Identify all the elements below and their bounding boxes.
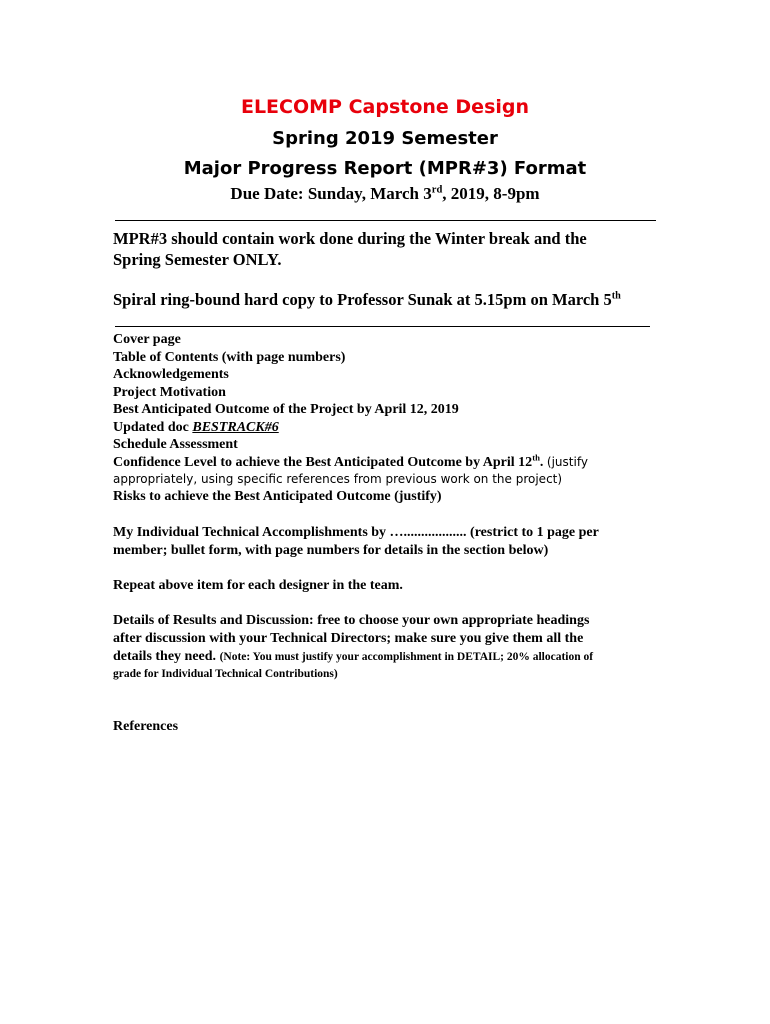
updated-doc-prefix: Updated doc (113, 419, 193, 435)
contents-schedule: Schedule Assessment (113, 437, 238, 452)
details-line-3 (113, 648, 593, 667)
doc-title: ELECOMP Capstone Design (240, 96, 530, 118)
bestrack-link[interactable]: BESTRACK#6 (192, 419, 279, 435)
references-heading: References (113, 719, 179, 734)
contents-confidence (113, 454, 588, 472)
due-date-prefix: Due Date: Sunday, March 3 (230, 184, 432, 203)
confidence-sup: th (532, 452, 540, 463)
details-note: (Note: You must justify your accomplishment in DETAIL; 20% allocation of (219, 651, 594, 663)
contents-ack: Acknowledgements (113, 367, 229, 382)
contents-motivation: Project Motivation (113, 384, 226, 400)
format-heading: Major Progress Report (MPR#3) Format (183, 158, 587, 179)
due-date-suffix: , 2019, 8-9pm (442, 184, 540, 203)
submission-text: Spiral ring-bound hard copy to Professor Sunak at 5.15pm on March 5 (113, 290, 612, 309)
contents-cover: Cover page (113, 332, 181, 347)
details-line-1: Details of Results and Discussion: free to choose your own appropriate headings (113, 613, 590, 628)
submission-sup: th (611, 290, 621, 302)
confidence-note: (justify (546, 455, 588, 469)
due-date (0, 184, 770, 204)
confidence-note-line-2: appropriately, using specific references from previous work on the project) (113, 472, 563, 486)
individual-line-1: My Individual Technical Accomplishments by ….................. (restrict to 1 page per (113, 525, 599, 540)
details-line-4: grade for Individual Technical Contributions) (113, 668, 338, 680)
details-line-3-main: details they need. (113, 649, 217, 664)
submission-note (113, 289, 621, 310)
individual-line-2: member; bullet form, with page numbers for details in the section below) (113, 543, 549, 558)
details-line-2: after discussion with your Technical Directors; make sure you give them all the (113, 631, 584, 646)
confidence-dot: . (539, 455, 544, 470)
contents-toc: Table of Contents (with page numbers) (113, 349, 346, 365)
semester-heading: Spring 2019 Semester (272, 128, 498, 149)
divider-top (115, 220, 656, 221)
confidence-text: Confidence Level to achieve the Best Anticipated Outcome by April 12 (113, 455, 533, 470)
contents-risks: Risks to achieve the Best Anticipated Outcome (justify) (113, 489, 442, 504)
contents-best-outcome: Best Anticipated Outcome of the Project by April 12, 2019 (113, 402, 459, 417)
repeat-note: Repeat above item for each designer in the team. (113, 578, 403, 593)
divider-middle (115, 326, 650, 327)
contents-updated-doc (113, 419, 279, 437)
notice-line-1: MPR#3 should contain work done during the Winter break and the (113, 229, 587, 248)
notice-line-2: Spring Semester ONLY. (113, 250, 282, 269)
due-date-sup: rd (431, 184, 443, 196)
